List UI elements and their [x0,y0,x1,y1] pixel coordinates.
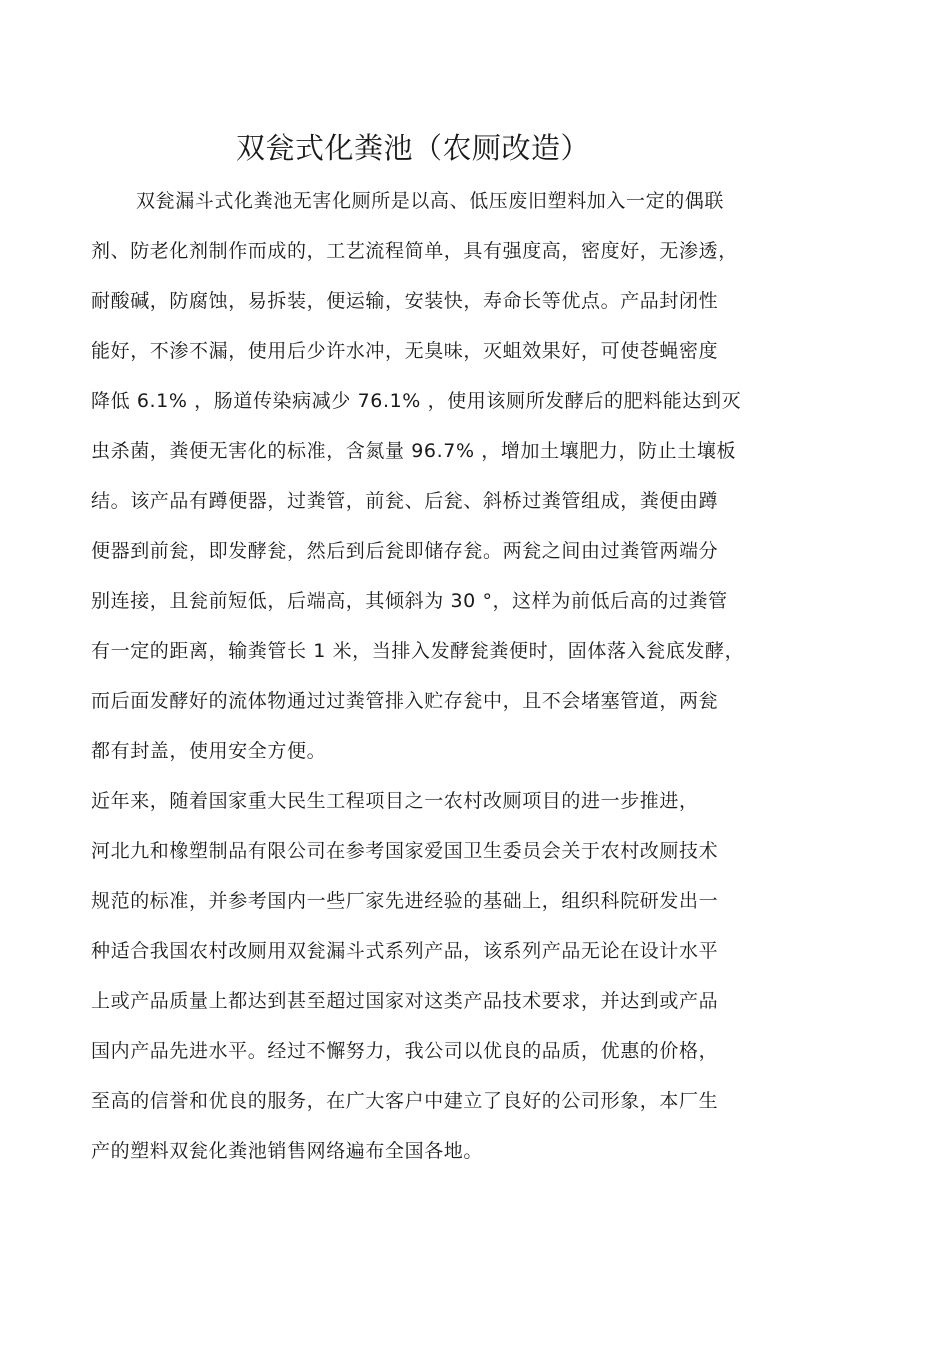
paragraph-1-line-6: 虫杀菌，粪便无害化的标准，含氮量 96.7% ，增加土壤肥力，防止土壤板 [91,440,737,462]
paragraph-1-line-9: 别连接，且瓮前短低，后端高，其倾斜为 30 °，这样为前低后高的过粪管 [91,590,728,612]
paragraph-1-line-8: 便器到前瓮，即发酵瓮，然后到后瓮即储存瓮。两瓮之间由过粪管两端分 [91,540,719,562]
paragraph-2-line-2: 河北九和橡塑制品有限公司在参考国家爱国卫生委员会关于农村改厕技术 [91,840,719,862]
paragraph-2-line-5: 上或产品质量上都达到甚至超过国家对这类产品技术要求，并达到或产品 [91,990,719,1012]
paragraph-1-line-11: 而后面发酵好的流体物通过过粪管排入贮存瓮中，且不会堵塞管道，两瓮 [91,690,719,712]
paragraph-2-line-6: 国内产品先进水平。经过不懈努力，我公司以优良的品质，优惠的价格， [91,1040,719,1062]
paragraph-2-line-4: 种适合我国农村改厕用双瓮漏斗式系列产品，该系列产品无论在设计水平 [91,940,719,962]
document-title: 双瓮式化粪池（农厕改造） [236,131,591,165]
paragraph-1-line-7: 结。该产品有蹲便器，过粪管，前瓮、后瓮、斜桥过粪管组成，粪便由蹲 [91,490,719,512]
paragraph-2-line-3: 规范的标准，并参考国内一些厂家先进经验的基础上，组织科院研发出一 [91,890,719,912]
paragraph-1-line-5: 降低 6.1% ，肠道传染病减少 76.1% ，使用该厕所发酵后的肥料能达到灭 [91,390,742,412]
paragraph-1-line-1: 双瓮漏斗式化粪池无害化厕所是以高、低压废旧塑料加入一定的偶联 [136,190,725,212]
paragraph-2-line-8: 产的塑料双瓮化粪池销售网络遍布全国各地。 [91,1140,484,1162]
paragraph-1-line-3: 耐酸碱，防腐蚀，易拆装，便运输，安装快，寿命长等优点。产品封闭性 [91,290,719,312]
paragraph-2-line-1: 近年来，随着国家重大民生工程项目之一农村改厕项目的进一步推进， [91,790,699,812]
paragraph-1-line-10: 有一定的距离，输粪管长 1 米，当排入发酵瓮粪便时，固体落入瓮底发酵， [91,640,745,662]
paragraph-1-line-2: 剂、防老化剂制作而成的，工艺流程简单，具有强度高，密度好，无渗透， [91,240,738,262]
paragraph-2-line-7: 至高的信誉和优良的服务，在广大客户中建立了良好的公司形象，本厂生 [91,1090,719,1112]
paragraph-1-line-12: 都有封盖，使用安全方便。 [91,740,327,762]
paragraph-1-line-4: 能好，不渗不漏，使用后少许水冲，无臭味，灭蛆效果好，可使苍蝇密度 [91,340,719,362]
